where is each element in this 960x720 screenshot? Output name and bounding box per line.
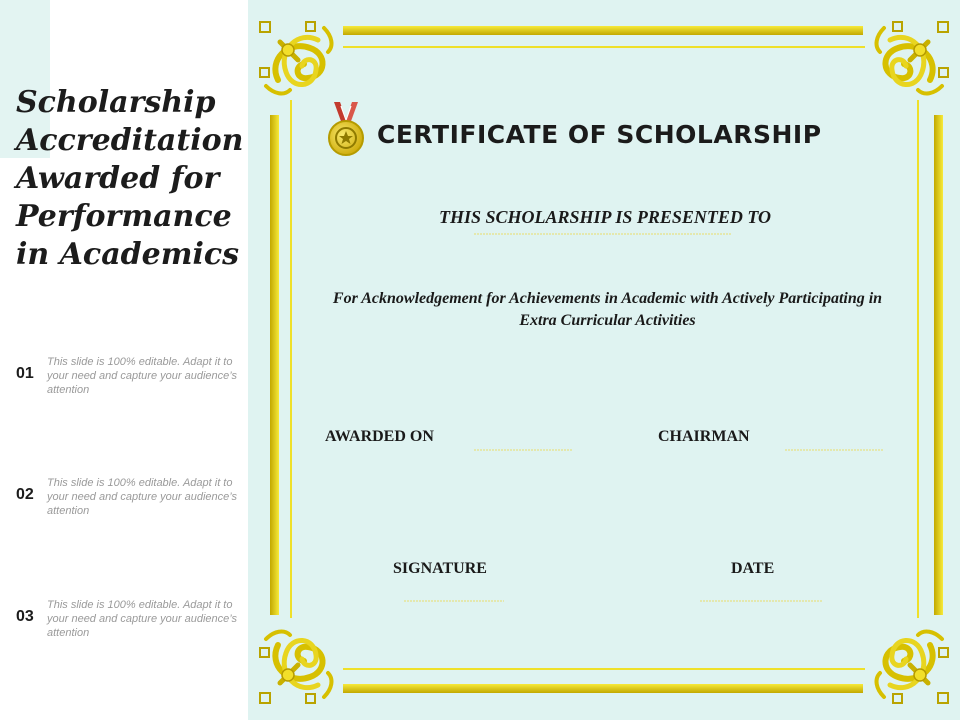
- left-border-bar: [270, 115, 279, 615]
- corner-ornament-bottom-left: [260, 632, 331, 703]
- point-number: 01: [16, 365, 34, 382]
- point-number: 02: [16, 486, 34, 503]
- bottom-border-bar: [343, 684, 863, 693]
- signature-label: SIGNATURE: [393, 560, 487, 577]
- point-number: 03: [16, 608, 34, 625]
- certificate-area: [248, 0, 960, 720]
- date-label: DATE: [731, 560, 775, 577]
- point-text: This slide is 100% editable. Adapt it to your need and capture your audience’s attention: [47, 356, 237, 396]
- point-text: This slide is 100% editable. Adapt it to your need and capture your audience’s attention: [47, 599, 237, 639]
- certificate-heading: CERTIFICATE OF SCHOLARSHIP: [377, 120, 822, 149]
- corner-ornament-top-right: [877, 22, 948, 93]
- slide-title: Scholarship Accreditation Awarded for Performance in Academics: [16, 85, 244, 272]
- corner-ornament-top-left: [260, 22, 331, 93]
- certificate-frame: [248, 0, 960, 720]
- right-border-bar: [934, 115, 943, 615]
- chairman-label: CHAIRMAN: [658, 428, 750, 445]
- awarded-on-label: AWARDED ON: [325, 428, 434, 445]
- corner-ornament-bottom-right: [877, 632, 948, 703]
- presented-to-text: THIS SCHOLARSHIP IS PRESENTED TO: [438, 207, 772, 227]
- medal-icon: [329, 102, 363, 155]
- point-text: This slide is 100% editable. Adapt it to your need and capture your audience’s attention: [47, 477, 237, 517]
- left-panel: [0, 0, 248, 720]
- top-border-bar: [343, 26, 863, 35]
- certificate-description: For Acknowledgement for Achievements in Academic with Actively Participating in Extra Curricular Activities: [332, 290, 883, 329]
